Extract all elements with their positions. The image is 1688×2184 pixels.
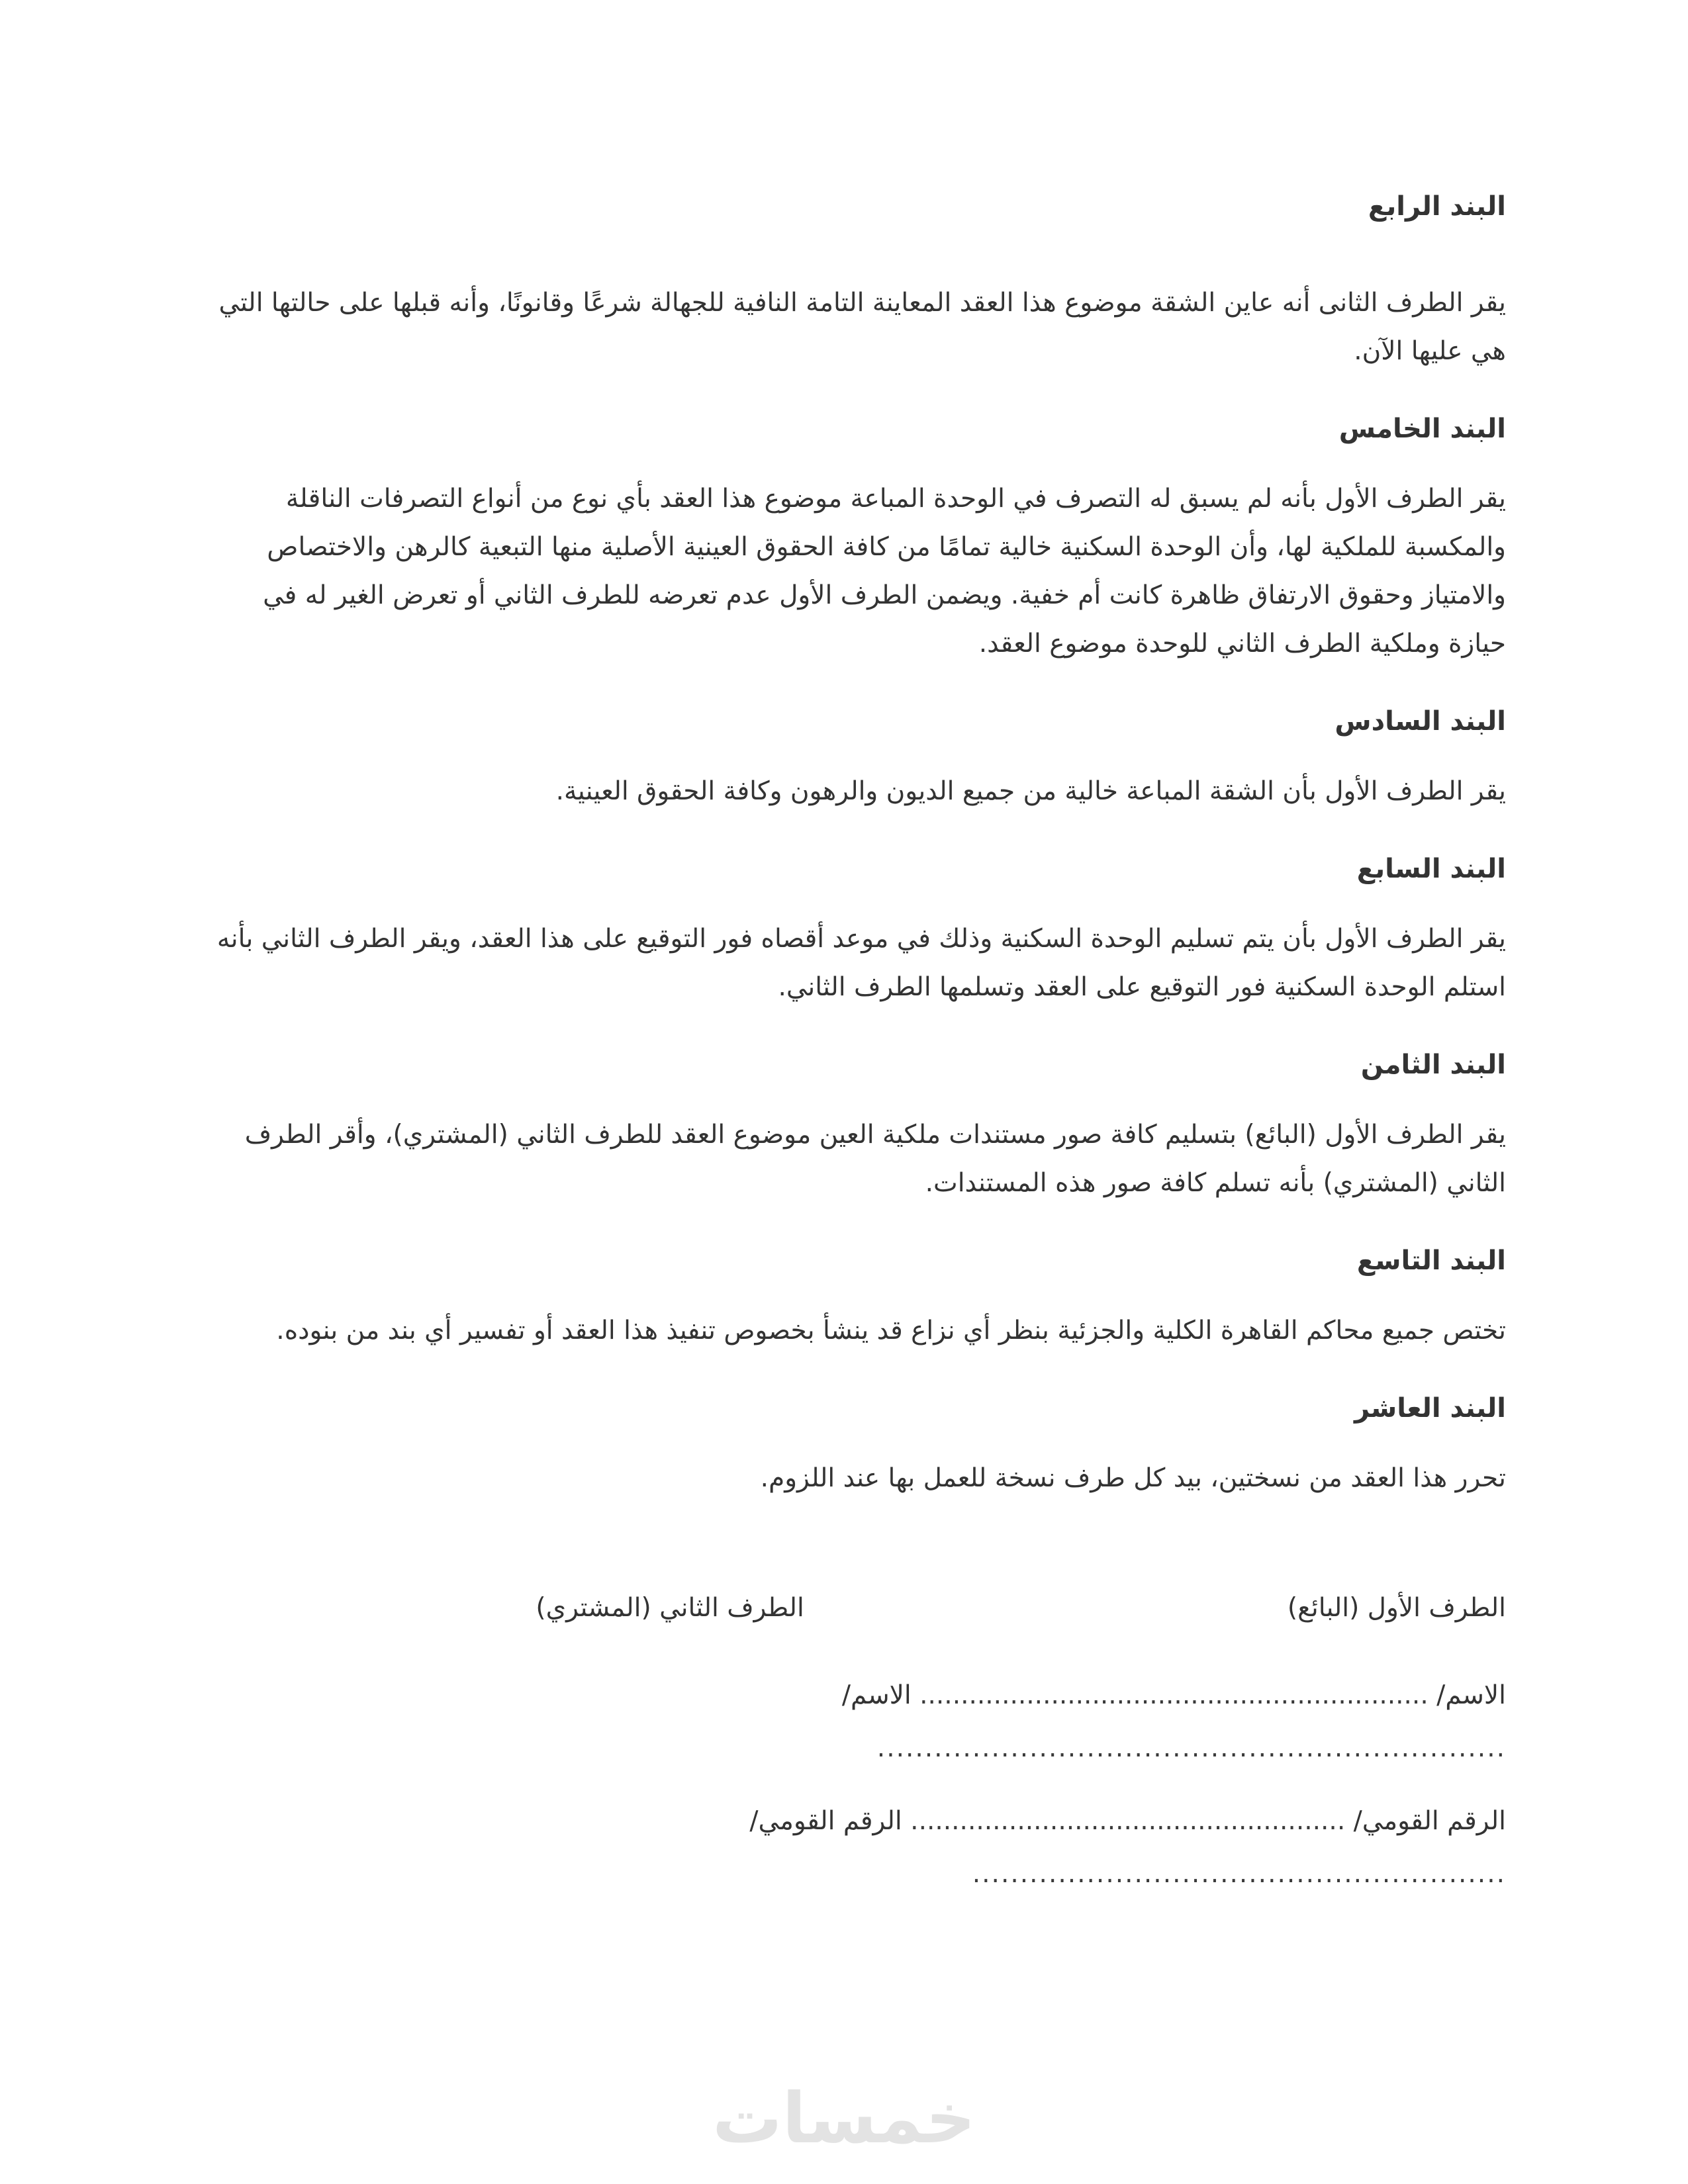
name-row	[212, 1669, 1506, 1722]
seller-party-title: الطرف الأول (البائع)	[1287, 1593, 1506, 1623]
clause-10-paragraph: تحرر هذا العقد من نسختين، بيد كل طرف نسخة للعمل بها عند اللزوم.	[760, 1463, 1506, 1493]
buyer-name-dotted-line: ..................................................................	[876, 1733, 1506, 1763]
buyer-id-dots-row	[212, 1848, 1506, 1901]
clause-7-heading: البند السابع	[1356, 854, 1506, 884]
buyer-national-id-dotted-line: ........................................................	[972, 1859, 1506, 1889]
clause-7	[212, 850, 1506, 1011]
seller-name-dotted-line: ..............................................................	[919, 1680, 1429, 1710]
clause-6	[212, 702, 1506, 815]
buyer-party-title: الطرف الثاني (المشتري)	[536, 1593, 804, 1623]
clause-8-heading: البند الثامن	[1360, 1050, 1506, 1080]
clause-8-paragraph: يقر الطرف الأول (البائع) بتسليم كافة صور مستندات ملكية العين موضوع العقد للطرف الثاني (المشتري)، وأقر الطرف الثاني (المشتري) بأنه تسلم كافة صور هذه المستندات.	[244, 1120, 1506, 1198]
clause-4-heading: البند الرابع	[1368, 191, 1506, 222]
national-id-row	[212, 1795, 1506, 1848]
khamsat-watermark-logo: خمسات	[712, 2078, 976, 2159]
clause-10	[212, 1389, 1506, 1502]
signature-titles-row	[212, 1588, 1506, 1628]
clause-10-heading: البند العاشر	[1354, 1393, 1506, 1424]
buyer-name-label: الاسم/	[841, 1680, 912, 1710]
buyer-national-id-label: الرقم القومي/	[749, 1806, 902, 1836]
clause-9-heading: البند التاسع	[1356, 1246, 1506, 1276]
clause-6-paragraph: يقر الطرف الأول بأن الشقة المباعة خالية من جميع الديون والرهون وكافة الحقوق العينية.	[555, 776, 1506, 806]
seller-national-id-dotted-line: .....................................................	[910, 1806, 1346, 1836]
clause-9-paragraph: تختص جميع محاكم القاهرة الكلية والجزئية بنظر أي نزاع قد ينشأ بخصوص تنفيذ هذا العقد أو تفسير أي بند من بنوده.	[276, 1316, 1506, 1345]
buyer-name-dots-row	[212, 1722, 1506, 1775]
clause-5	[212, 410, 1506, 668]
clause-4-paragraph: يقر الطرف الثانى أنه عاين الشقة موضوع هذا العقد المعاينة التامة النافية للجهالة شرعًا وقانونًا، وأنه قبلها على حالتها التي هي عليها الآن.	[218, 288, 1506, 366]
clause-9	[212, 1242, 1506, 1355]
clause-6-heading: البند السادس	[1335, 706, 1506, 737]
seller-national-id-label: الرقم القومي/	[1353, 1806, 1506, 1836]
clause-8	[212, 1046, 1506, 1207]
clause-7-paragraph: يقر الطرف الأول بأن يتم تسليم الوحدة السكنية وذلك في موعد أقصاه فور التوقيع على هذا العقد، ويقر الطرف الثاني بأنه استلم الوحدة السكنية فور التوقيع على العقد وتسلمها الطرف الثاني.	[216, 924, 1506, 1002]
clause-5-paragraph: يقر الطرف الأول بأنه لم يسبق له التصرف في الوحدة المباعة موضوع هذا العقد بأي نوع من أنواع التصرفات الناقلة والمكسبة للملكية لها، وأن الوحدة السكنية خالية تمامًا من كافة الحقوق العينية الأصلية منها التبعية كالرهن والاختصاص والامتياز وحقوق الارتفاق ظاهرة كانت أم خفية. ويضمن الطرف الأول عدم تعرضه للطرف الثاني أو تعرض الغير له في حيازة وملكية الطرف الثاني للوحدة موضوع العقد.	[263, 484, 1506, 659]
clause-5-heading: البند الخامس	[1338, 414, 1506, 444]
seller-name-label: الاسم/	[1436, 1680, 1506, 1710]
clause-4	[212, 187, 1506, 375]
